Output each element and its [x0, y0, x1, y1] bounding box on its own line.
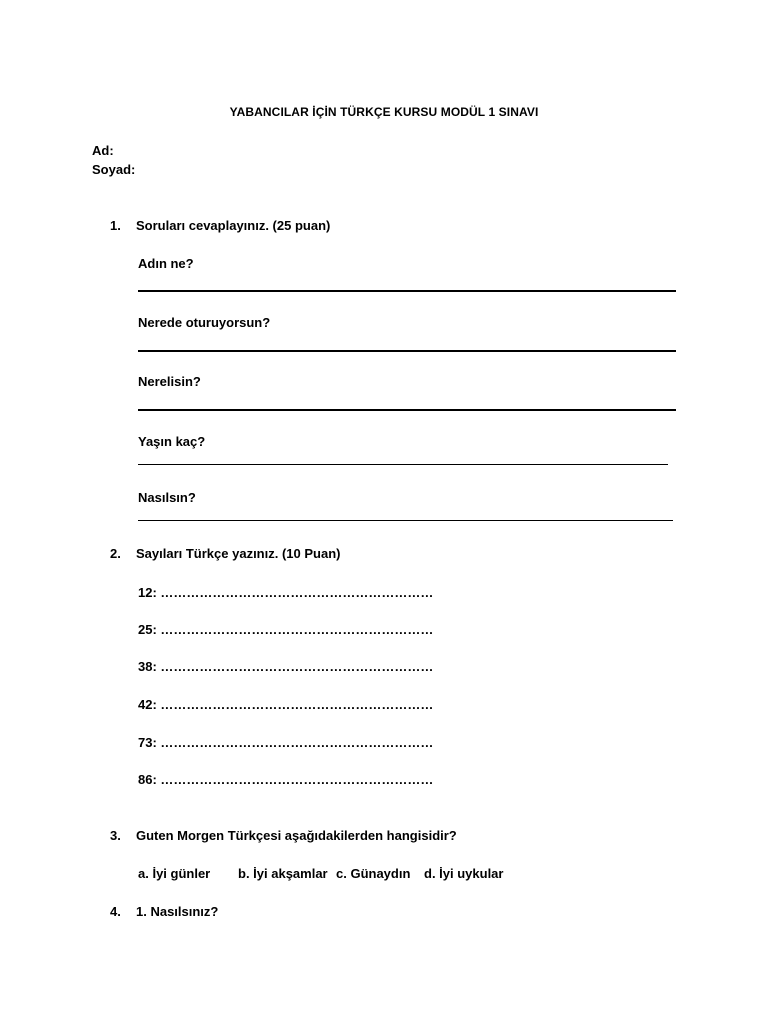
question-1-text: Soruları cevaplayınız. (25 puan) — [136, 218, 331, 233]
answer-line-1 — [138, 290, 676, 292]
number-73-line: 73: ……………………………………………………… — [138, 735, 434, 750]
exam-title: YABANCILAR İÇİN TÜRKÇE KURSU MODÜL 1 SINAVI — [229, 105, 539, 119]
question-1 — [110, 218, 330, 233]
answer-line-3 — [138, 409, 676, 411]
question-3-text: Guten Morgen Türkçesi aşağıdakilerden hangisidir? — [136, 828, 457, 843]
option-a: a. İyi günler — [138, 866, 211, 881]
question-3-number: 3. — [110, 828, 121, 843]
answer-line-2 — [138, 350, 676, 352]
question-2-number: 2. — [110, 546, 121, 561]
question-1-number: 1. — [110, 218, 121, 233]
q1-item-howareyou: Nasılsın? — [138, 490, 196, 505]
q1-item-origin: Nerelisin? — [138, 374, 201, 389]
surname-field-label: Soyad: — [92, 162, 136, 177]
q1-item-age: Yaşın kaç? — [138, 434, 206, 449]
option-c: c. Günaydın — [336, 866, 411, 881]
number-38-line: 38: ……………………………………………………… — [138, 659, 434, 674]
question-2 — [110, 546, 340, 561]
question-4 — [110, 904, 218, 919]
number-25-line: 25: ……………………………………………………… — [138, 622, 434, 637]
question-3-options — [138, 866, 503, 881]
question-2-text: Sayıları Türkçe yazınız. (10 Puan) — [136, 546, 341, 561]
q1-item-name: Adın ne? — [138, 256, 194, 271]
question-3 — [110, 828, 457, 843]
answer-line-4 — [138, 463, 668, 465]
number-86-line: 86: ……………………………………………………… — [138, 772, 434, 787]
number-42-line: 42: ……………………………………………………… — [138, 697, 434, 712]
question-4-text: 1. Nasılsınız? — [136, 904, 219, 919]
question-4-number: 4. — [110, 904, 121, 919]
option-d: d. İyi uykular — [424, 866, 504, 881]
answer-line-5 — [138, 519, 673, 521]
option-b: b. İyi akşamlar — [238, 866, 328, 881]
name-field-label: Ad: — [92, 143, 114, 158]
number-12-line: 12: ……………………………………………………… — [138, 585, 434, 600]
q1-item-residence: Nerede oturuyorsun? — [138, 315, 271, 330]
